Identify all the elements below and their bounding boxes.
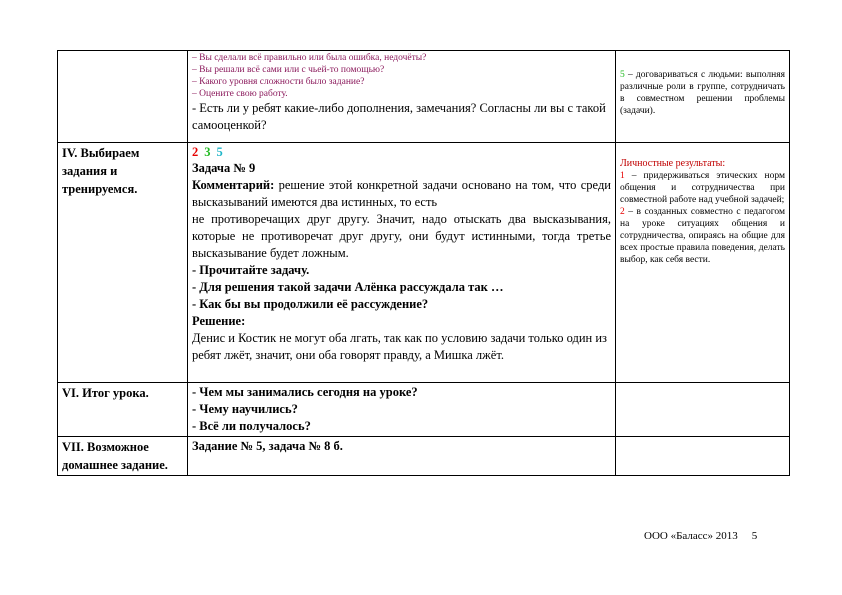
- result-text: – придерживаться этических норм общения и сотрудничества при совместной работе над учебной задачей;: [620, 171, 785, 205]
- summary-question: - Чем мы занимались сегодня на уроке?: [192, 385, 418, 399]
- result-number: 5: [620, 70, 625, 80]
- row-stage-4: [58, 143, 790, 383]
- stage-title: VI. Итог урока.: [62, 386, 149, 400]
- reflection-question: – Какого уровня сложности было задание?: [192, 77, 365, 87]
- reflection-question: – Оцените свою работу.: [192, 89, 288, 99]
- competency-numbers: [192, 144, 611, 160]
- competency-number: 3: [204, 145, 211, 159]
- cell-stage-empty: [58, 51, 188, 143]
- row-stage-7: [58, 437, 790, 476]
- result-text: – договариваться с людьми: выполняя различные роли в группе, сотрудничать в совместном решении проблемы (задачи).: [620, 70, 785, 116]
- summary-question: - Всё ли получалось?: [192, 419, 311, 433]
- cell-stage-6-title: [58, 383, 188, 437]
- cell-stage-4-results: [616, 143, 790, 383]
- task-title: Задача № 9: [192, 161, 256, 175]
- cell-reflection-content: [188, 51, 616, 143]
- stage-title: VII. Возможное домашнее задание.: [62, 440, 168, 472]
- comment-continuation: не противоречащих друг другу. Значит, надо отыскать два высказывания, которые не противоречат друг другу, они будут истинными, тогда третье высказывание будет ложным.: [192, 212, 611, 260]
- solution-label: Решение:: [192, 314, 246, 328]
- cell-stage-4-content: [188, 143, 616, 383]
- result-text: – в созданных совместно с педагогом на уроке ситуациях общения и сотрудничества, опираясь на общие для всех простые правила поведения, делать выбор, как себя вести.: [620, 207, 785, 265]
- competency-number: 5: [216, 145, 223, 159]
- lesson-table: [57, 50, 790, 476]
- competency-number: 2: [192, 145, 199, 159]
- footer-company: ООО «Баласс» 2013: [644, 530, 738, 542]
- reflection-result: [620, 69, 785, 117]
- cell-stage-7-title: [58, 437, 188, 476]
- row-stage-6: [58, 383, 790, 437]
- stage-title: IV. Выбираем задания и тренируемся.: [62, 146, 140, 196]
- result-number: 2: [620, 207, 625, 217]
- task-comment: [192, 177, 611, 211]
- task-question: - Как бы вы продолжили её рассуждение?: [192, 297, 429, 311]
- cell-reflection-results: [616, 51, 790, 143]
- task-question: - Для решения такой задачи Алёнка рассуждала так …: [192, 280, 504, 294]
- personal-result: [620, 206, 785, 266]
- solution-text: Денис и Костик не могут оба лгать, так как по условию задачи только один из ребят лжёт, значит, они оба говорят правду, а Мишка лжёт.: [192, 331, 607, 362]
- result-number: 1: [620, 171, 625, 181]
- homework-text: Задание № 5, задача № 8 б.: [192, 439, 343, 453]
- reflection-question: – Вы решали всё сами или с чьей-то помощью?: [192, 65, 385, 75]
- cell-stage-6-content: [188, 383, 616, 437]
- row-reflection: [58, 51, 790, 143]
- comment-label: Комментарий:: [192, 178, 275, 192]
- summary-question: - Чему научились?: [192, 402, 298, 416]
- cell-stage-6-results: [616, 383, 790, 437]
- personal-result: [620, 170, 785, 206]
- page-footer: [644, 530, 757, 542]
- cell-stage-7-results: [616, 437, 790, 476]
- personal-results-title: Личностные результаты:: [620, 158, 726, 169]
- page-number: 5: [751, 530, 758, 542]
- cell-stage-4-title: [58, 143, 188, 383]
- comment-text: решение этой конкретной задачи основано на том, что среди высказываний имеются два истинных, то есть: [192, 178, 611, 209]
- cell-stage-7-content: [188, 437, 616, 476]
- reflection-followup: - Есть ли у ребят какие-либо дополнения, замечания? Согласны ли вы с такой самооценкой?: [192, 101, 606, 132]
- task-question: - Прочитайте задачу.: [192, 263, 310, 277]
- reflection-question: – Вы сделали всё правильно или была ошибка, недочёты?: [192, 53, 427, 63]
